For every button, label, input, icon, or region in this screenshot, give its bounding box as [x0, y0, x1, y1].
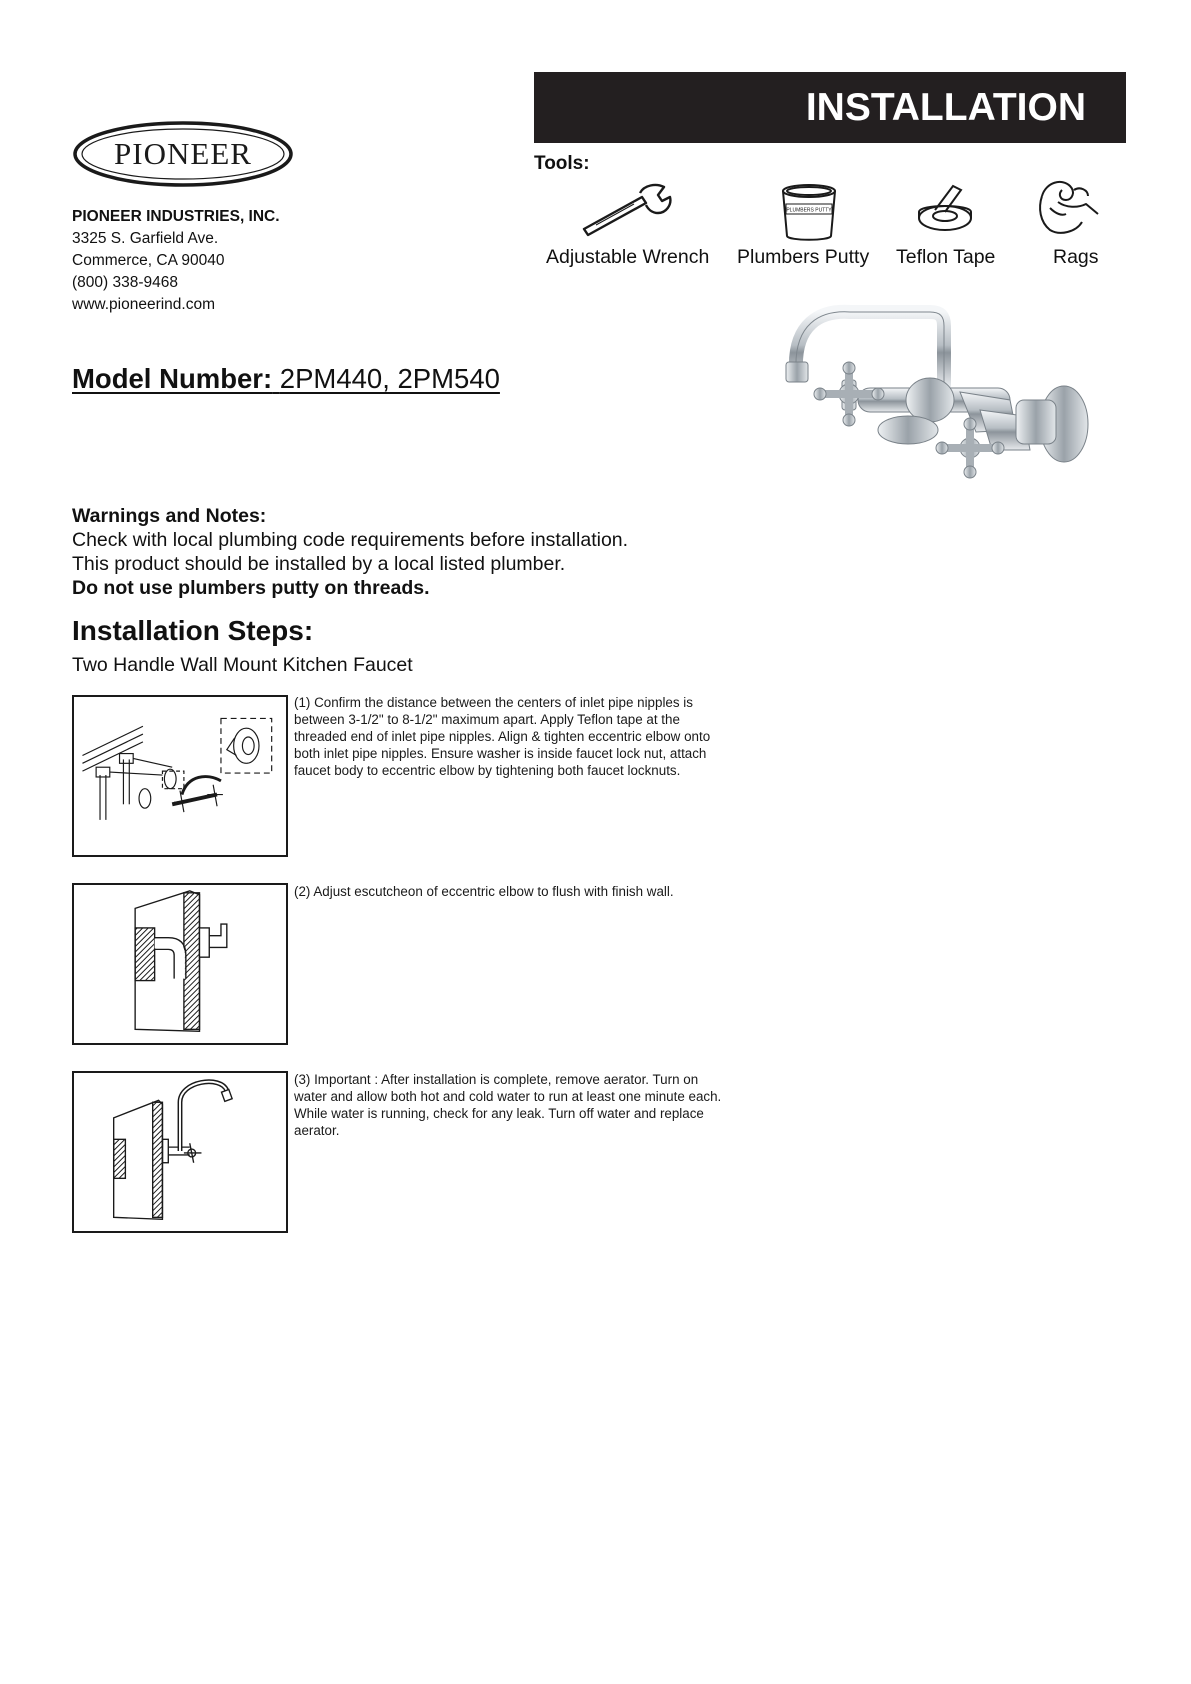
tape-roll-icon: [915, 182, 975, 234]
warning-line: This product should be installed by a local listed plumber.: [72, 553, 566, 575]
faucet-product-image: [780, 300, 1110, 480]
company-address: 3325 S. Garfield Ave.: [72, 230, 219, 247]
step-1-diagram: [72, 695, 288, 857]
tool-label-putty: Plumbers Putty: [737, 246, 870, 268]
step-3-diagram: [72, 1071, 288, 1233]
company-phone: (800) 338-9468: [72, 274, 178, 291]
model-number: [72, 363, 500, 395]
installation-banner: INSTALLATION: [534, 72, 1126, 143]
tools-label: Tools:: [534, 153, 590, 174]
company-city: Commerce, CA 90040: [72, 252, 225, 269]
warning-line: Check with local plumbing code requirements before installation.: [72, 529, 629, 551]
logo-text: PIONEER: [114, 136, 252, 171]
wrench-icon: [578, 183, 674, 239]
rag-hand-icon: [1036, 178, 1104, 238]
tool-label-rags: Rags: [1053, 246, 1099, 268]
step-3-text: (3) Important : After installation is complete, remove aerator. Turn on water and allow both hot and cold water to run at least one minute each. While water is running, check for any leak. Turn off water and replace aerator.: [294, 1072, 722, 1138]
model-number-value: 2PM440, 2PM540: [279, 363, 500, 394]
model-number-label: Model Number:: [72, 363, 273, 394]
putty-jar-text: PLUMBERS PUTTY: [786, 207, 832, 214]
company-name: PIONEER INDUSTRIES, INC.: [72, 208, 280, 225]
step-2-diagram: [72, 883, 288, 1045]
company-info: [72, 206, 280, 316]
warnings-title: Warnings and Notes:: [72, 505, 267, 527]
putty-jar-icon: [778, 182, 840, 244]
installation-steps-title: Installation Steps:: [72, 615, 314, 646]
step-1-text: (1) Confirm the distance between the centers of inlet pipe nipples is between 3-1/2" to 8-1/2" maximum apart. Apply Teflon tape at the threaded end of inlet pipe nipples. Align & tighten eccentric elbow onto both inlet pipe nipples. Ensure washer is inside faucet lock nut, attach faucet body to eccentric elbow by tightening both faucet locknuts.: [294, 695, 711, 778]
step-2-text: (2) Adjust escutcheon of eccentric elbow to flush with finish wall.: [294, 884, 674, 899]
installation-steps-subtitle: Two Handle Wall Mount Kitchen Faucet: [72, 654, 413, 676]
warning-line-bold: Do not use plumbers putty on threads.: [72, 577, 430, 599]
company-website: www.pioneerind.com: [72, 296, 216, 313]
tool-label-wrench: Adjustable Wrench: [546, 246, 710, 268]
pioneer-logo: [72, 120, 294, 188]
tool-label-tape: Teflon Tape: [896, 246, 996, 268]
